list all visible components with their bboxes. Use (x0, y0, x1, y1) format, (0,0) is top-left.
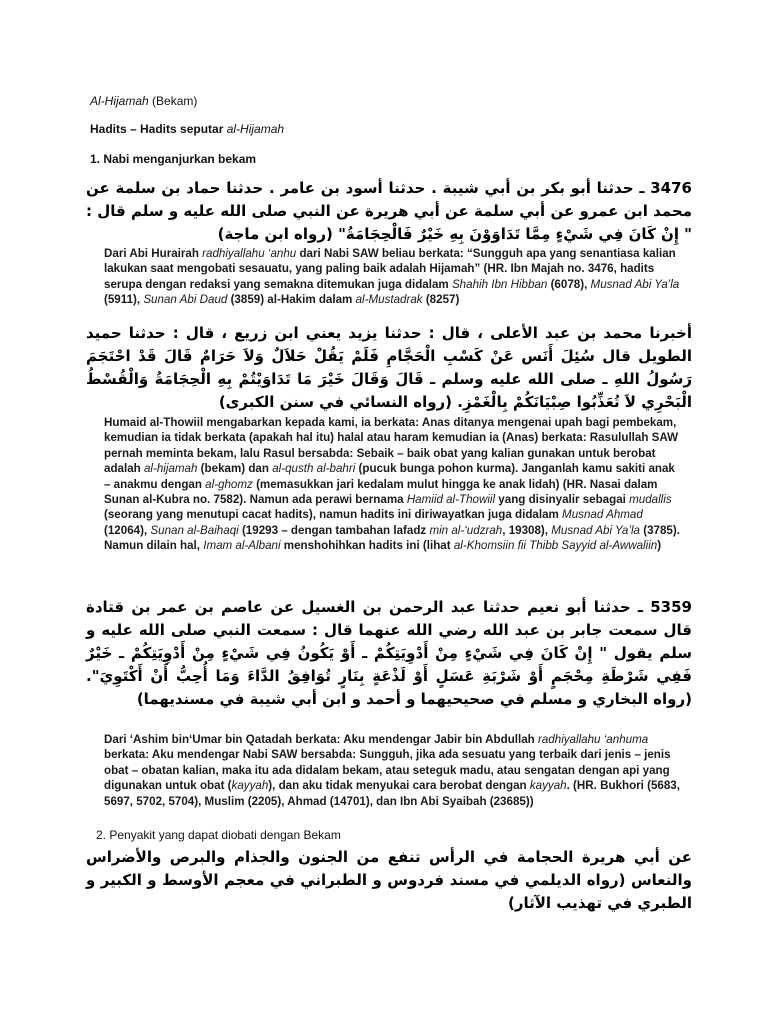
text-run-italic: Imam al-Albani (203, 539, 281, 553)
hadith-3-arabic: 5359 ـ حدثنا أبو نعيم حدثنا عبد الرحمن بن الغسيل عن عاصم بن عمر بن قتادة قال سمعت جابر بن عبد الله رضي الله عنهما قال : سمعت النبي صلى الله عليه و سلم يقول " إِنْ كَانَ فِي شَيْءٍ مِنْ أَدْوِيَتِكُمْ ـ أَوْ يَكُونُ فِي شَيْءٍ مِنْ أَدْوِيَتِكُمْ ـ خَيْرٌ فَفِي شَرْطَةِ مِحْجَمٍ أَوْ شَرْبَةِ عَسَلٍ أَوْ لَذْعَةٍ بِنَارٍ تُوَافِقُ الدَّاءَ وَمَا أُحِبُّ أَنْ أَكْتَوِيَ". (رواه البخاري و مسلم في صحيحيهما و أحمد و ابن أبي شيبة في مسنديهما) (86, 598, 692, 708)
text-run: dari Nabi SAW beliau berkata: “Sungguh apa yang senantiasa kalian lakukan saat mengobati sesauatu, yang paling baik adalah Hijamah” (HR. Ibn Majah no. 3476, hadits serupa dengan redaksi yang semakna ditemukan juga didalam (104, 247, 676, 291)
text-run: . (HR. Bukhori (5683, 5697, 5702, 5704), Muslim (2205), Ahmad (14701), dan Ibn Abi Syaibah (23685)) (104, 779, 680, 808)
text-run-italic: Shahih Ibn Hibban (451, 277, 548, 291)
text-run: (3785). Namun dilain hal, (104, 523, 680, 553)
text-run-italic: al-Khomsiin fii Thibb Sayyid al-Awwaliin (453, 539, 658, 553)
hadith-4-arabic: عن أبي هريرة الحجامة في الرأس تنفع من الجنون والجذام والبرص والأضراس والنعاس (رواه الديلمي في مسند فردوس و الطبراني في معجم الأوسط و الكبير و الطبري في تهذيب الآثار) (86, 848, 692, 912)
text-run: (bekam) dan (197, 462, 273, 476)
text-run: (8257) (422, 293, 460, 307)
section-1-heading: 1. Nabi menganjurkan bekam (90, 152, 257, 166)
subtitle-italic: al-Hijamah (226, 122, 285, 136)
text-run: (seorang yang menutupi cacat hadits), namun hadits ini diriwayatkan juga didalam (104, 508, 563, 522)
text-run-italic: Musnad Ahmad (562, 508, 643, 522)
text-run: (3859) al-Hakim dalam (227, 293, 356, 307)
hadith-2-arabic: أخبرنا محمد بن عبد الأعلى ، قال : حدثنا يزيد يعني ابن زريع ، قال : حدثنا حميد الطويل قال سُئِلَ أَنَس عَنْ كَسْبِ الْحَجَّامِ فَلَمْ يَقُلْ حَلاَلٌ وَلاَ حَرَامٌ قَالَ قَدْ احْتَجَمَ رَسُولُ اللهِ ـ صلى الله عليه وسلم ـ قَالَ وَقَالَ خَيْرَ مَا تَدَاوَيْتُمْ بِهِ الْحِجَامَةُ وَالْقُسْطُ الْبَحْرِي لاَ تُعَذِّبُوا صِبْيَانَكُمْ بِالْغَمْزِ. (رواه النسائي في سنن الكبرى) (86, 324, 692, 411)
text-run: (memasukkan jari kedalam mulut hingga ke anak lidah) (HR. Nasai dalam Sunan al-Kubra no. 7582). Namun ada perawi bernama (104, 477, 658, 507)
text-run-italic: al-ghomz (205, 477, 253, 491)
text-run: Dari Abi Hurairah (104, 247, 203, 260)
text-run-italic: mudallis (629, 493, 672, 507)
text-run: yang disinyalir sebagai (495, 493, 630, 507)
text-run-italic: radhiyallahu ‘anhu (202, 247, 297, 260)
hadith-1-arabic: 3476 ـ حدثنا أبو بكر بن أبي شيبة . حدثنا أسود بن عامر . حدثنا حماد بن سلمة عن محمد ابن عمرو عن أبي سلمة عن أبي هريرة عن النبي صلى الله عليه و سلم قال : " إِنْ كَانَ فِي شَيْءٍ مِمَّا تَدَاوَوْنَ بِهِ خَيْرٌ فَالْحِجَامَةُ" (رواه ابن ماجة) (86, 179, 692, 243)
document-title (90, 93, 197, 109)
text-run: (6078), (547, 277, 591, 291)
section-2-heading: 2. Penyakit yang dapat diobati dengan Bekam (96, 828, 341, 842)
subtitle-plain: Hadits – Hadits seputar (90, 122, 227, 136)
text-run: menshohihkan hadits ini (lihat (280, 539, 454, 553)
hadith-3-translation (104, 732, 684, 809)
text-run-italic: radhiyallahu ‘anhuma (537, 733, 649, 746)
text-run: Humaid al-Thowiil mengabarkan kepada kami, ia berkata: Anas ditanya mengenai upah bagi pembekam, kemudian ia tidak berkata (apakah hal itu) halal atau haram kemudian ia (Anas) berkata: Rasulullah SAW pernah meminta bekam, lalu Rasul bersabda: Sebaik – baik obat yang kalian gunakan untuk berobat adalah (104, 416, 679, 476)
text-run-italic: kayyah (231, 779, 269, 793)
text-run-italic: Musnad Abi Ya’la (551, 523, 640, 537)
text-run: Dari ‘Ashim bin‘Umar bin Qatadah berkata: Aku mendengar Jabir bin Abdullah (104, 733, 538, 746)
text-run-italic: Sunan al-Baihaqi (150, 523, 239, 537)
text-run-italic: Musnad Abi Ya’la (590, 277, 680, 291)
text-run-italic: kayyah (529, 779, 567, 793)
text-run-italic: min al-‘udzrah (429, 523, 503, 537)
title-italic: Al-Hijamah (90, 94, 149, 108)
text-run: (5911), (104, 293, 144, 307)
document-subtitle (90, 121, 284, 137)
title-rest: (Bekam) (148, 94, 198, 108)
text-run: berkata: Aku mendengar Nabi SAW bersabda: Sungguh, jika ada sesuatu yang terbaik dari jenis – jenis obat – obatan kalian, maka itu ada didalam bekam, atau seteguk madu, atau sengatan dengan api yang digunakan untuk obat ( (104, 748, 671, 793)
text-run-italic: Hamiid al-Thowiil (406, 493, 496, 507)
text-run: ) (657, 539, 662, 553)
text-run: (pucuk bunga pohon kurma). Janganlah kamu sakiti anak – anakmu dengan (104, 462, 675, 491)
text-run-italic: al-hijamah (143, 462, 198, 476)
text-run-italic: al-Mustadrak (355, 293, 423, 307)
text-run: (12064), (104, 523, 151, 537)
hadith-2-translation (104, 415, 684, 554)
text-run-italic: al-qusth al-bahri (272, 462, 356, 476)
hadith-1-translation (104, 246, 684, 308)
text-run: (19293 – dengan tambahan lafadz (238, 523, 430, 537)
text-run: ), dan aku tidak menyukai cara berobat dengan (268, 779, 530, 793)
text-run-italic: Sunan Abi Daud (143, 293, 228, 307)
text-run: , 19308), (502, 523, 552, 537)
